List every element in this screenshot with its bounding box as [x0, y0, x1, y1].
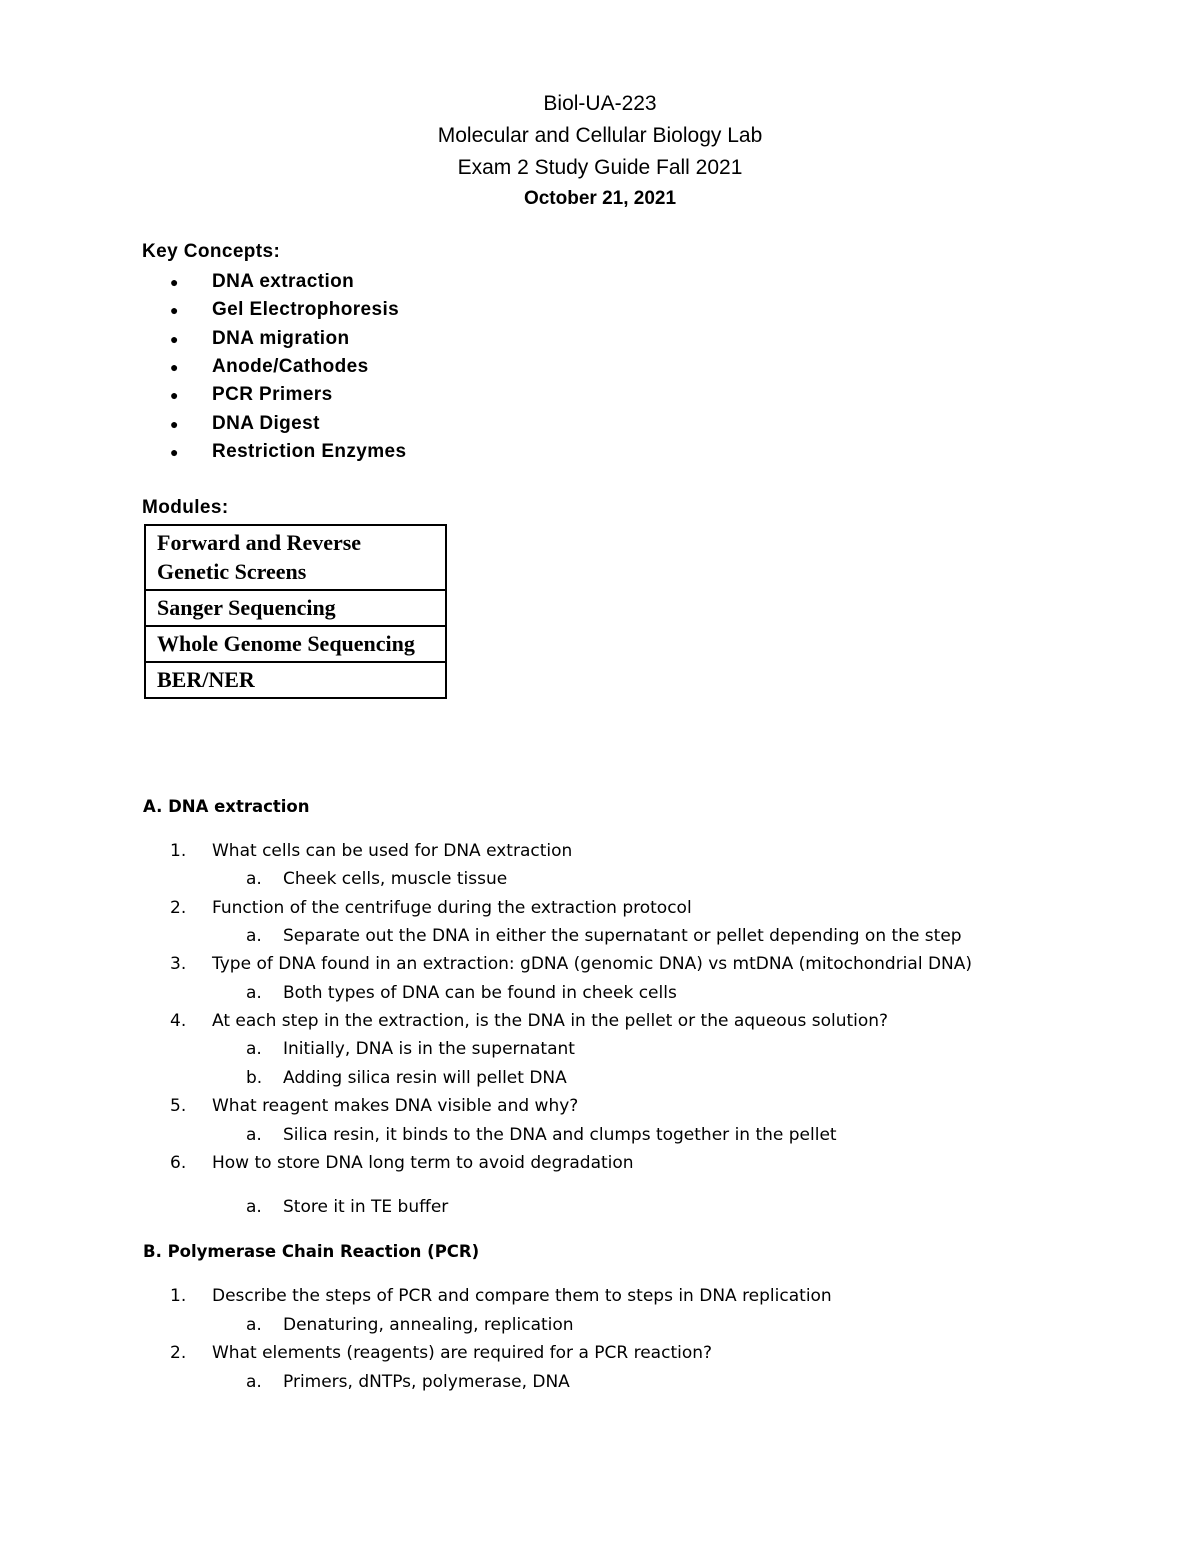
answer: a. Cheek cells, muscle tissue — [246, 869, 508, 889]
list-item: ● PCR Primers — [170, 381, 407, 409]
list-item: ● Restriction Enzymes — [170, 438, 407, 466]
modules-table — [144, 524, 447, 699]
modules-heading: Modules: — [142, 497, 229, 518]
guide-title: Exam 2 Study Guide Fall 2021 — [457, 156, 743, 179]
table-row — [145, 525, 446, 590]
answer: a. Silica resin, it binds to the DNA and clumps together in the pellet — [246, 1125, 837, 1145]
bullet-icon: ● — [170, 415, 179, 432]
question: 2. What elements (reagents) are required for a PCR reaction? — [170, 1343, 713, 1363]
answer: a. Separate out the DNA in either the supernatant or pellet depending on the step — [246, 926, 962, 946]
list-item: ● Anode/Cathodes — [170, 353, 407, 381]
list-item: ● DNA extraction — [170, 268, 407, 296]
question: 1. What cells can be used for DNA extraction — [170, 841, 573, 861]
question: 5. What reagent makes DNA visible and why? — [170, 1096, 579, 1116]
bullet-icon: ● — [170, 359, 179, 376]
question: 6. How to store DNA long term to avoid degradation — [170, 1153, 634, 1173]
table-row — [145, 590, 446, 626]
bullet-icon: ● — [170, 302, 179, 319]
section-b-title: B. Polymerase Chain Reaction (PCR) — [143, 1242, 480, 1261]
table-row — [145, 626, 446, 662]
bullet-icon: ● — [170, 443, 179, 460]
answer: a. Denaturing, annealing, replication — [246, 1315, 574, 1335]
key-concepts-list — [170, 268, 407, 466]
document-header — [0, 88, 1200, 214]
list-item: ● DNA Digest — [170, 409, 407, 437]
table-cell: Whole Genome Sequencing — [145, 626, 446, 662]
answer: a. Primers, dNTPs, polymerase, DNA — [246, 1372, 570, 1392]
section-a-title: A. DNA extraction — [143, 797, 310, 816]
answer: b. Adding silica resin will pellet DNA — [246, 1068, 567, 1088]
course-title: Molecular and Cellular Biology Lab — [437, 124, 763, 147]
answer: a. Initially, DNA is in the supernatant — [246, 1039, 575, 1059]
bullet-icon: ● — [170, 330, 179, 347]
table-row — [145, 662, 446, 698]
key-concepts-heading: Key Concepts: — [142, 241, 281, 262]
list-item: ● DNA migration — [170, 325, 407, 353]
table-cell: BER/NER — [145, 662, 446, 698]
course-code: Biol-UA-223 — [543, 92, 657, 115]
table-cell: Forward and Reverse Genetic Screens — [145, 525, 446, 590]
question: 4. At each step in the extraction, is the DNA in the pellet or the aqueous solution? — [170, 1011, 889, 1031]
table-cell: Sanger Sequencing — [145, 590, 446, 626]
question: 1. Describe the steps of PCR and compare them to steps in DNA replication — [170, 1286, 832, 1306]
question: 2. Function of the centrifuge during the extraction protocol — [170, 898, 692, 918]
bullet-icon: ● — [170, 387, 179, 404]
list-item: ● Gel Electrophoresis — [170, 296, 407, 324]
answer: a. Store it in TE buffer — [246, 1197, 449, 1217]
question: 3. Type of DNA found in an extraction: gDNA (genomic DNA) vs mtDNA (mitochondrial DNA) — [170, 954, 973, 974]
guide-date: October 21, 2021 — [523, 188, 677, 209]
answer: a. Both types of DNA can be found in cheek cells — [246, 983, 677, 1003]
bullet-icon: ● — [170, 274, 179, 291]
